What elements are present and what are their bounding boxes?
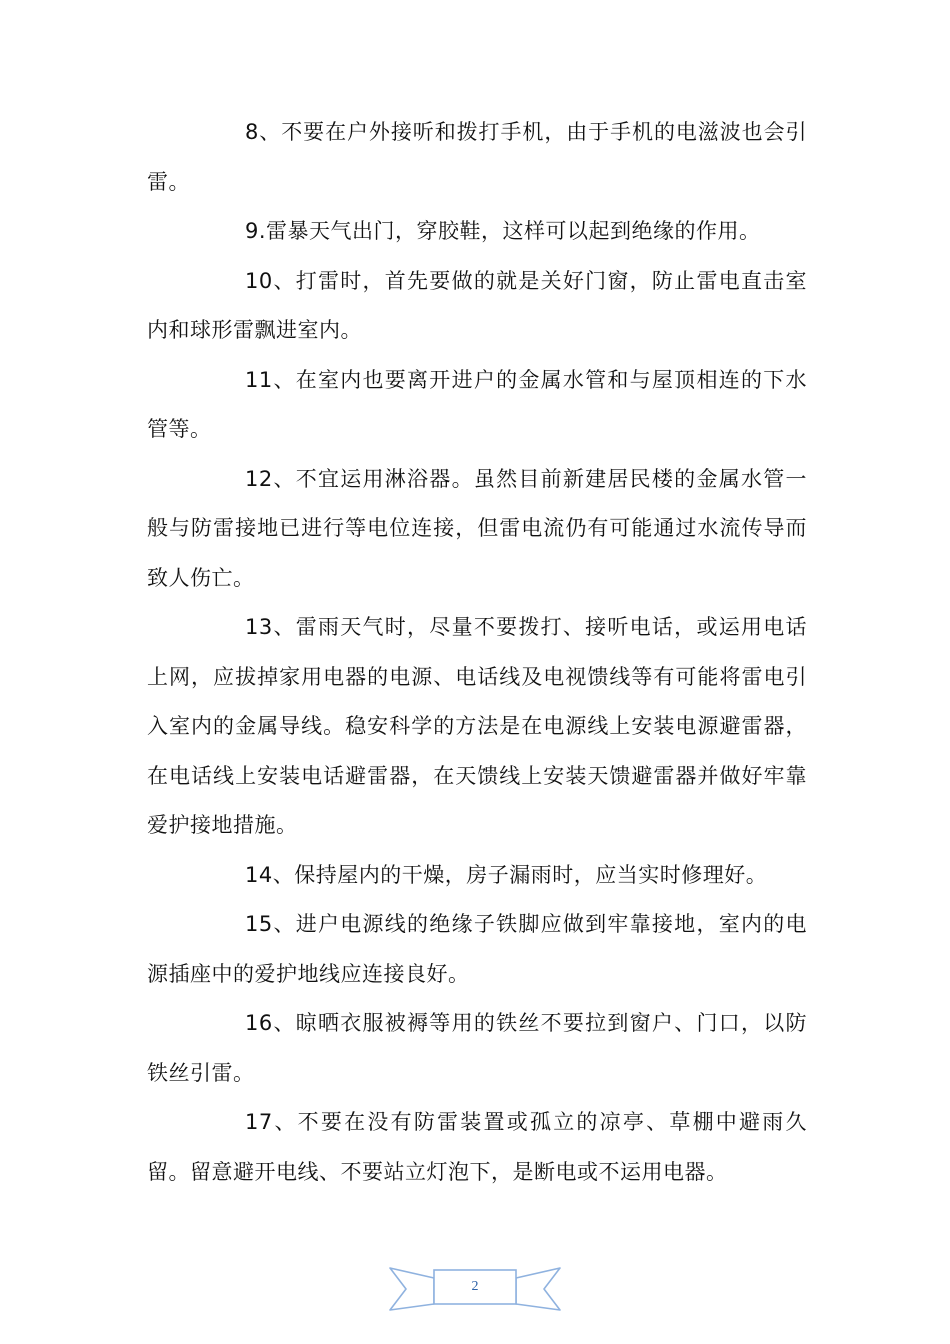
page-number: 2 (471, 1279, 479, 1294)
paragraph-item-11: 11、在室内也要离开进户的金属水管和与屋顶相连的下水管等。 (147, 367, 807, 441)
paragraph-item-12: 12、不宜运用淋浴器。虽然目前新建居民楼的金属水管一般与防雷接地已进行等电位连接，但雷电流仍有可能通过水流传导而致人伤亡。 (147, 466, 807, 590)
page-footer-ornament (380, 1262, 570, 1314)
paragraph-item-15: 15、进户电源线的绝缘子铁脚应做到牢靠接地，室内的电源插座中的爱护地线应连接良好。 (147, 912, 807, 986)
paragraph-item-10: 10、打雷时，首先要做的就是关好门窗，防止雷电直击室内和球形雷飘进室内。 (147, 268, 807, 342)
paragraph-item-8: 8、不要在户外接听和拨打手机，由于手机的电滋波也会引雷。 (147, 120, 807, 194)
document-body (147, 108, 807, 1197)
paragraph-item-9: 9.雷暴天气出门，穿胶鞋，这样可以起到绝缘的作用。 (245, 219, 761, 243)
paragraph-item-17: 17、不要在没有防雷装置或孤立的凉亭、草棚中避雨久留。留意避开电线、不要站立灯泡下，是断电或不运用电器。 (147, 1110, 807, 1184)
paragraph-item-13: 13、雷雨天气时，尽量不要拨打、接听电话，或运用电话上网，应拔掉家用电器的电源、电话线及电视馈线等有可能将雷电引入室内的金属导线。稳安科学的方法是在电源线上安装电源避雷器，在电话线上安装电话避雷器，在天馈线上安装天馈避雷器并做好牢靠爱护接地措施。 (147, 615, 807, 837)
paragraph-item-14: 14、保持屋内的干燥，房子漏雨时，应当实时修理好。 (245, 862, 768, 887)
paragraph-item-16: 16、晾晒衣服被褥等用的铁丝不要拉到窗户、门口，以防铁丝引雷。 (147, 1011, 807, 1085)
